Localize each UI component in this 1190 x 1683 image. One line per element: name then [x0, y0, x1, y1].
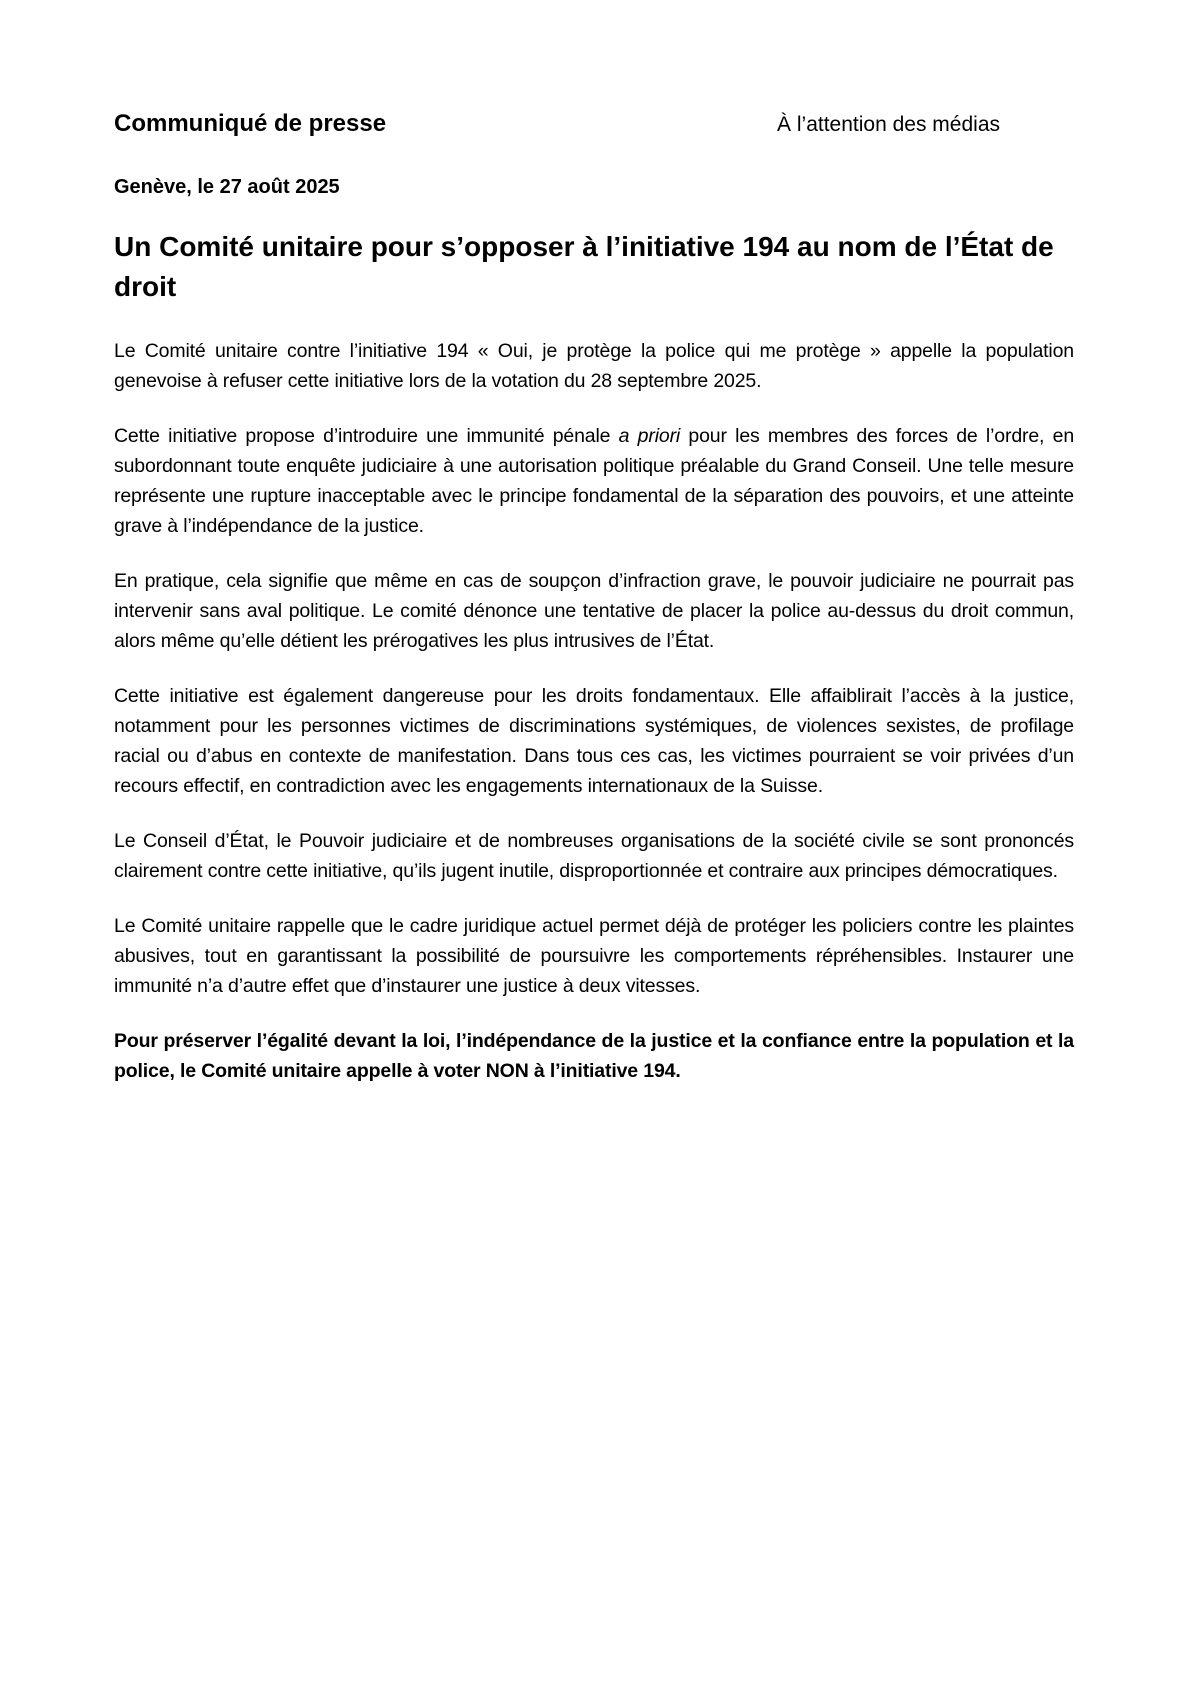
paragraph-immunity-end: pour les membres des forces de l’ordre, en subordonnant toute enquête judiciaire à une autorisation politique préalable du Grand Conseil. Une telle mesure représente une rupture inacceptable avec le principe fondamental de la séparation des pouvoirs, et une atteinte grave à l’indépendance de la justice.: [114, 425, 1075, 537]
paragraph-immunity: [114, 421, 1074, 541]
paragraph-immunity-start: Cette initiative propose d’introduire une immunité pénale: [114, 425, 619, 447]
paragraph-conclusion: Pour préserver l’égalité devant la loi, l’indépendance de la justice et la confiance entre la population et la police, le Comité unitaire appelle à voter NON à l’initiative 194.: [114, 1030, 1074, 1082]
paragraph-immunity-italic: a priori: [618, 425, 681, 447]
header-row: [114, 110, 1074, 150]
press-release-page: [114, 110, 1074, 1111]
audience-note: À l’attention des médias: [777, 113, 1000, 136]
dateline: Genève, le 27 août 2025: [114, 176, 340, 198]
paragraph-opposition: Le Conseil d’État, le Pouvoir judiciaire et de nombreuses organisations de la société civile se sont prononcés clairement contre cette initiative, qu’ils jugent inutile, disproportionnée et contraire aux principes démocratiques.: [114, 830, 1074, 882]
paragraph-practice: En pratique, cela signifie que même en cas de soupçon d’infraction grave, le pouvoir judiciaire ne pourrait pas intervenir sans aval politique. Le comité dénonce une tentative de placer la police au-dessus du droit commun, alors même qu’elle détient les prérogatives les plus intrusives de l’État.: [114, 570, 1074, 652]
paragraph-legal-framework: Le Comité unitaire rappelle que le cadre juridique actuel permet déjà de protéger les policiers contre les plaintes abusives, tout en garantissant la possibilité de poursuivre les comportements répréhensibles. Instaurer une immunité n’a d’autre effet que d’instaurer une justice à deux vitesses.: [114, 915, 1074, 997]
paragraph-rights: Cette initiative est également dangereuse pour les droits fondamentaux. Elle affaiblirait l’accès à la justice, notamment pour les personnes victimes de discriminations systémiques, de violences sexistes, de profilage racial ou d’abus en contexte de manifestation. Dans tous ces cas, les victimes pourraient se voir privées d’un recours effectif, en contradiction avec les engagements internationaux de la Suisse.: [114, 685, 1074, 797]
document-type: Communiqué de presse: [114, 110, 387, 137]
body-text: [114, 336, 1074, 1086]
paragraph-intro: Le Comité unitaire contre l’initiative 194 « Oui, je protège la police qui me protège » appelle la population genevoise à refuser cette initiative lors de la votation du 28 septembre 2025.: [114, 340, 1074, 392]
headline: Un Comité unitaire pour s’opposer à l’initiative 194 au nom de l’État de droit: [114, 231, 1054, 302]
